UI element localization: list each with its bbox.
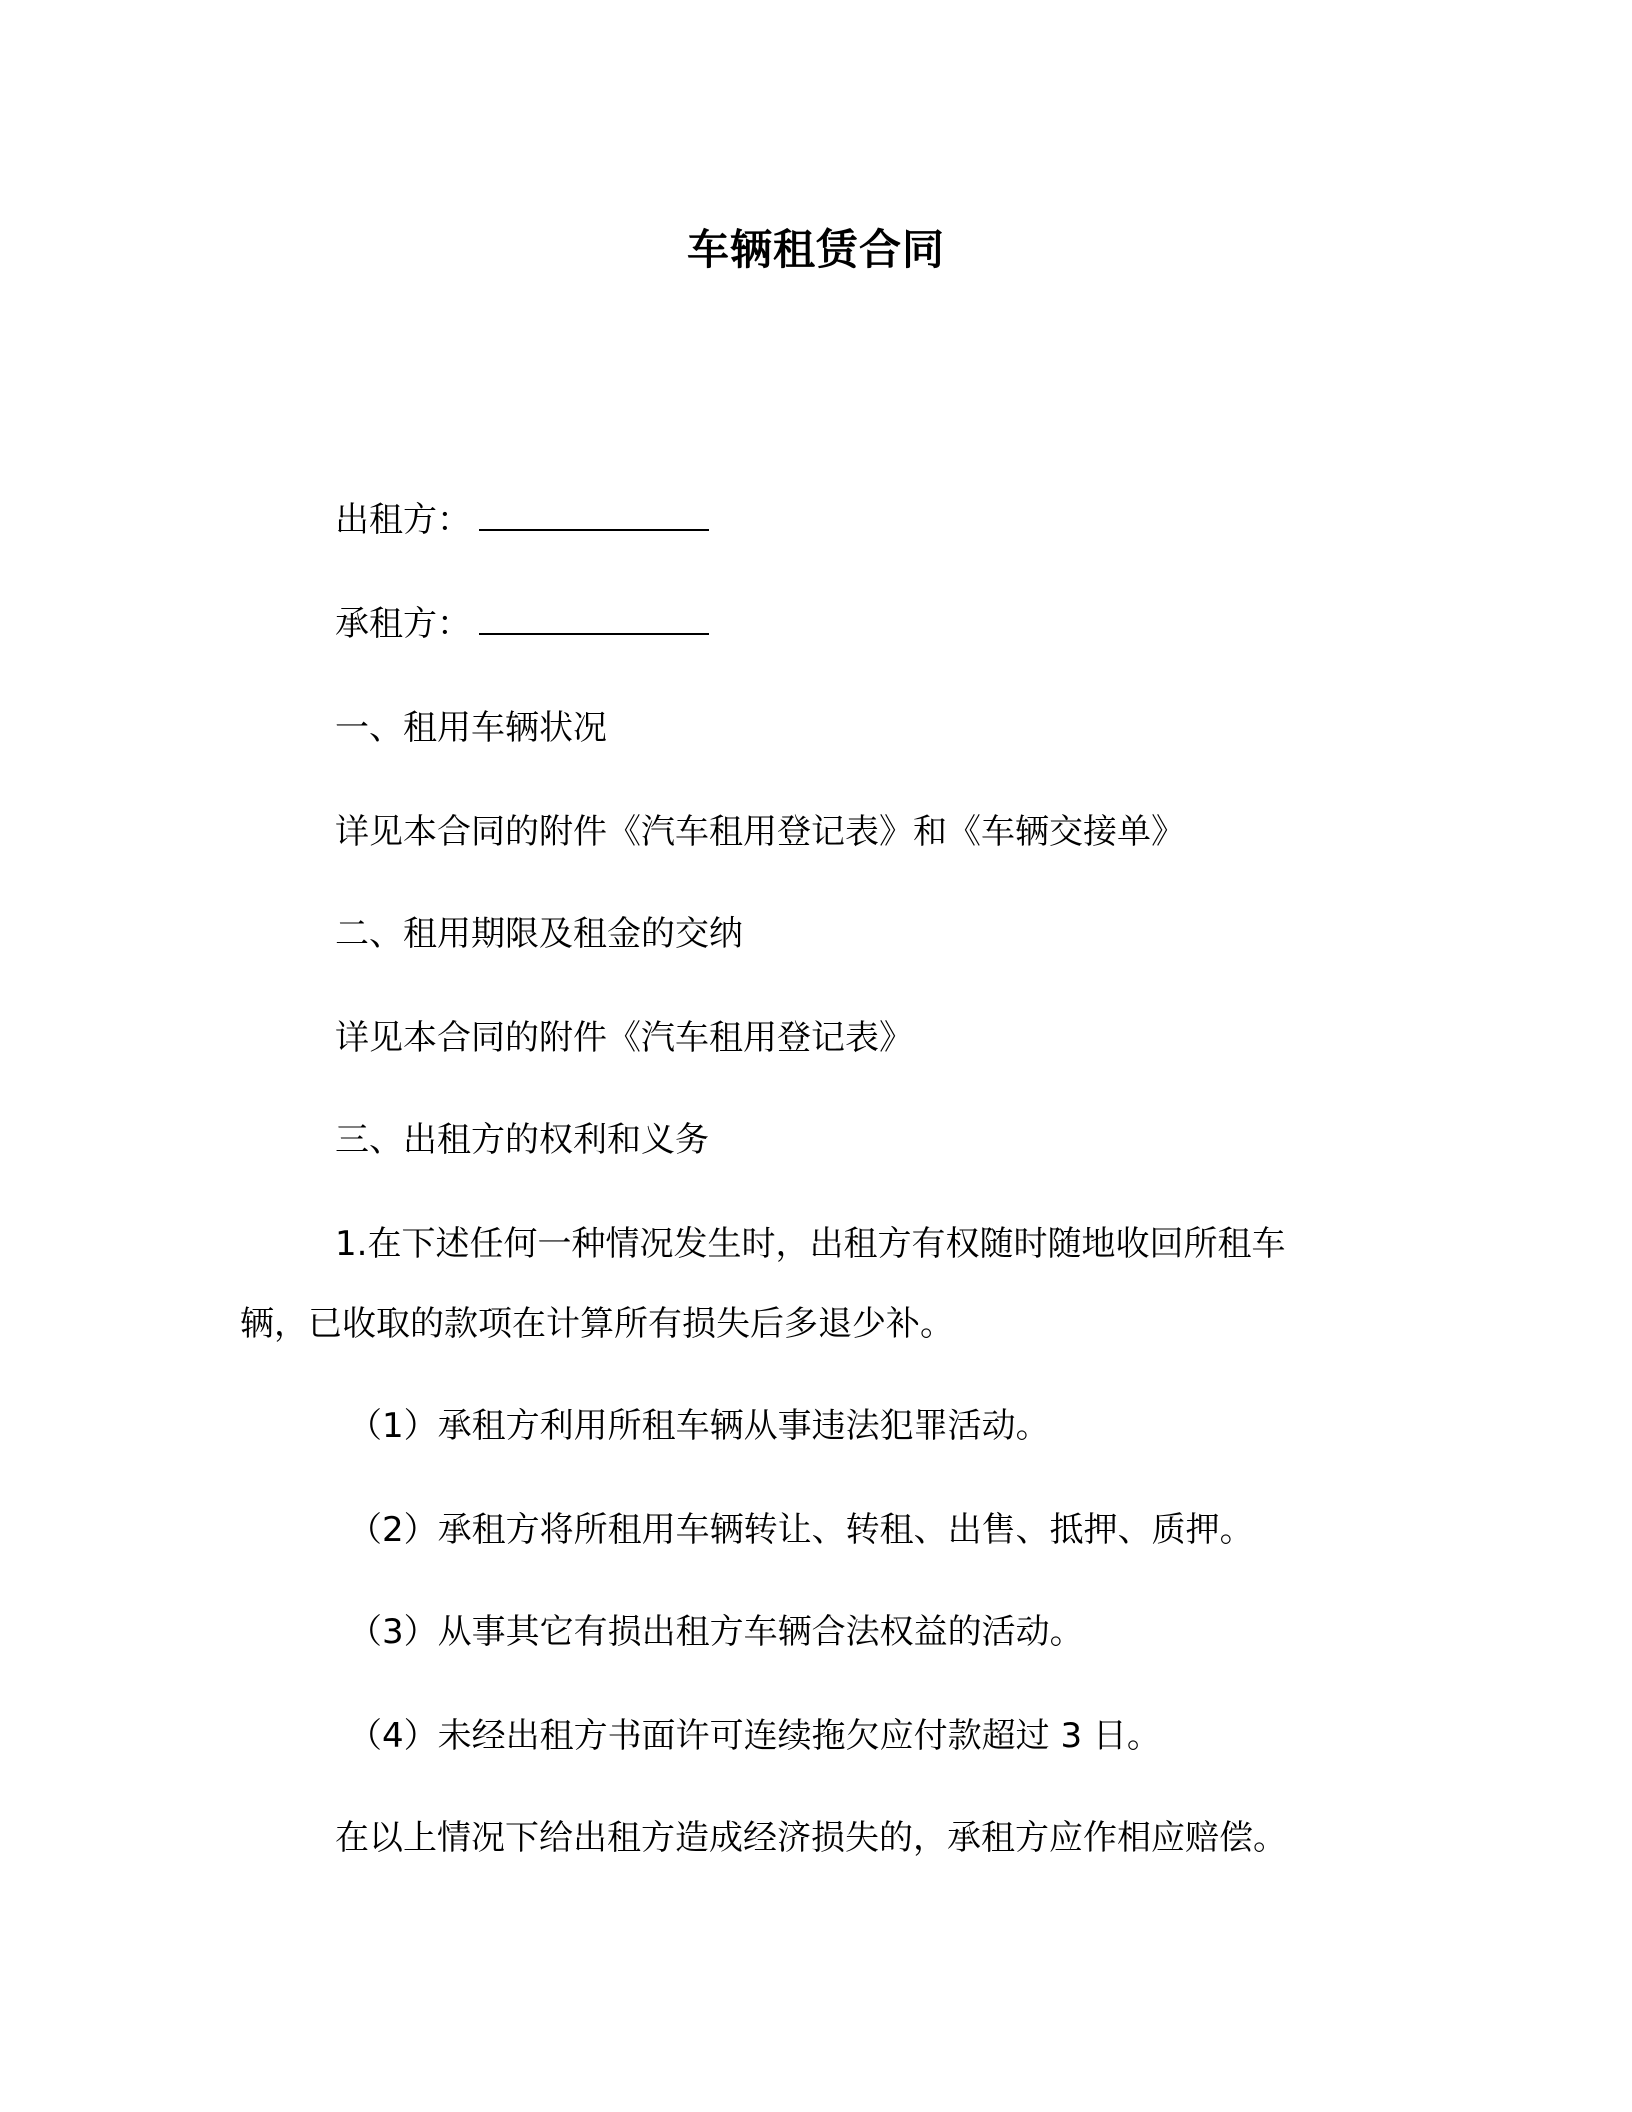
clause1-line2: 辆，已收取的款项在计算所有损失后多退少补。 <box>240 1304 954 1344</box>
document-title: 车辆租赁合同 <box>686 225 945 274</box>
lessor-line <box>335 496 709 544</box>
section1-heading: 一、租用车辆状况 <box>335 708 607 748</box>
section2-heading: 二、租用期限及租金的交纳 <box>335 914 743 954</box>
lessee-blank <box>479 603 709 635</box>
clause1-line1: 1.在下述任何一种情况发生时，出租方有权随时随地收回所租车 <box>335 1224 1286 1264</box>
clause1-item3: （3）从事其它有损出租方车辆合法权益的活动。 <box>348 1612 1084 1652</box>
lessor-blank <box>479 499 709 531</box>
lessor-label: 出租方： <box>335 500 471 540</box>
section2-body: 详见本合同的附件《汽车租用登记表》 <box>335 1018 913 1058</box>
clause1-item2: （2）承租方将所租用车辆转让、转租、出售、抵押、质押。 <box>348 1510 1254 1550</box>
clause1-item4: （4）未经出租方书面许可连续拖欠应付款超过 3 日。 <box>348 1716 1161 1756</box>
clause1-item1: （1）承租方利用所租车辆从事违法犯罪活动。 <box>348 1406 1050 1446</box>
lessee-label: 承租方： <box>335 604 471 644</box>
lessee-line <box>335 600 709 648</box>
section3-heading: 三、出租方的权利和义务 <box>335 1120 709 1160</box>
closing-paragraph: 在以上情况下给出租方造成经济损失的，承租方应作相应赔偿。 <box>335 1818 1287 1858</box>
section1-body: 详见本合同的附件《汽车租用登记表》和《车辆交接单》 <box>335 812 1185 852</box>
